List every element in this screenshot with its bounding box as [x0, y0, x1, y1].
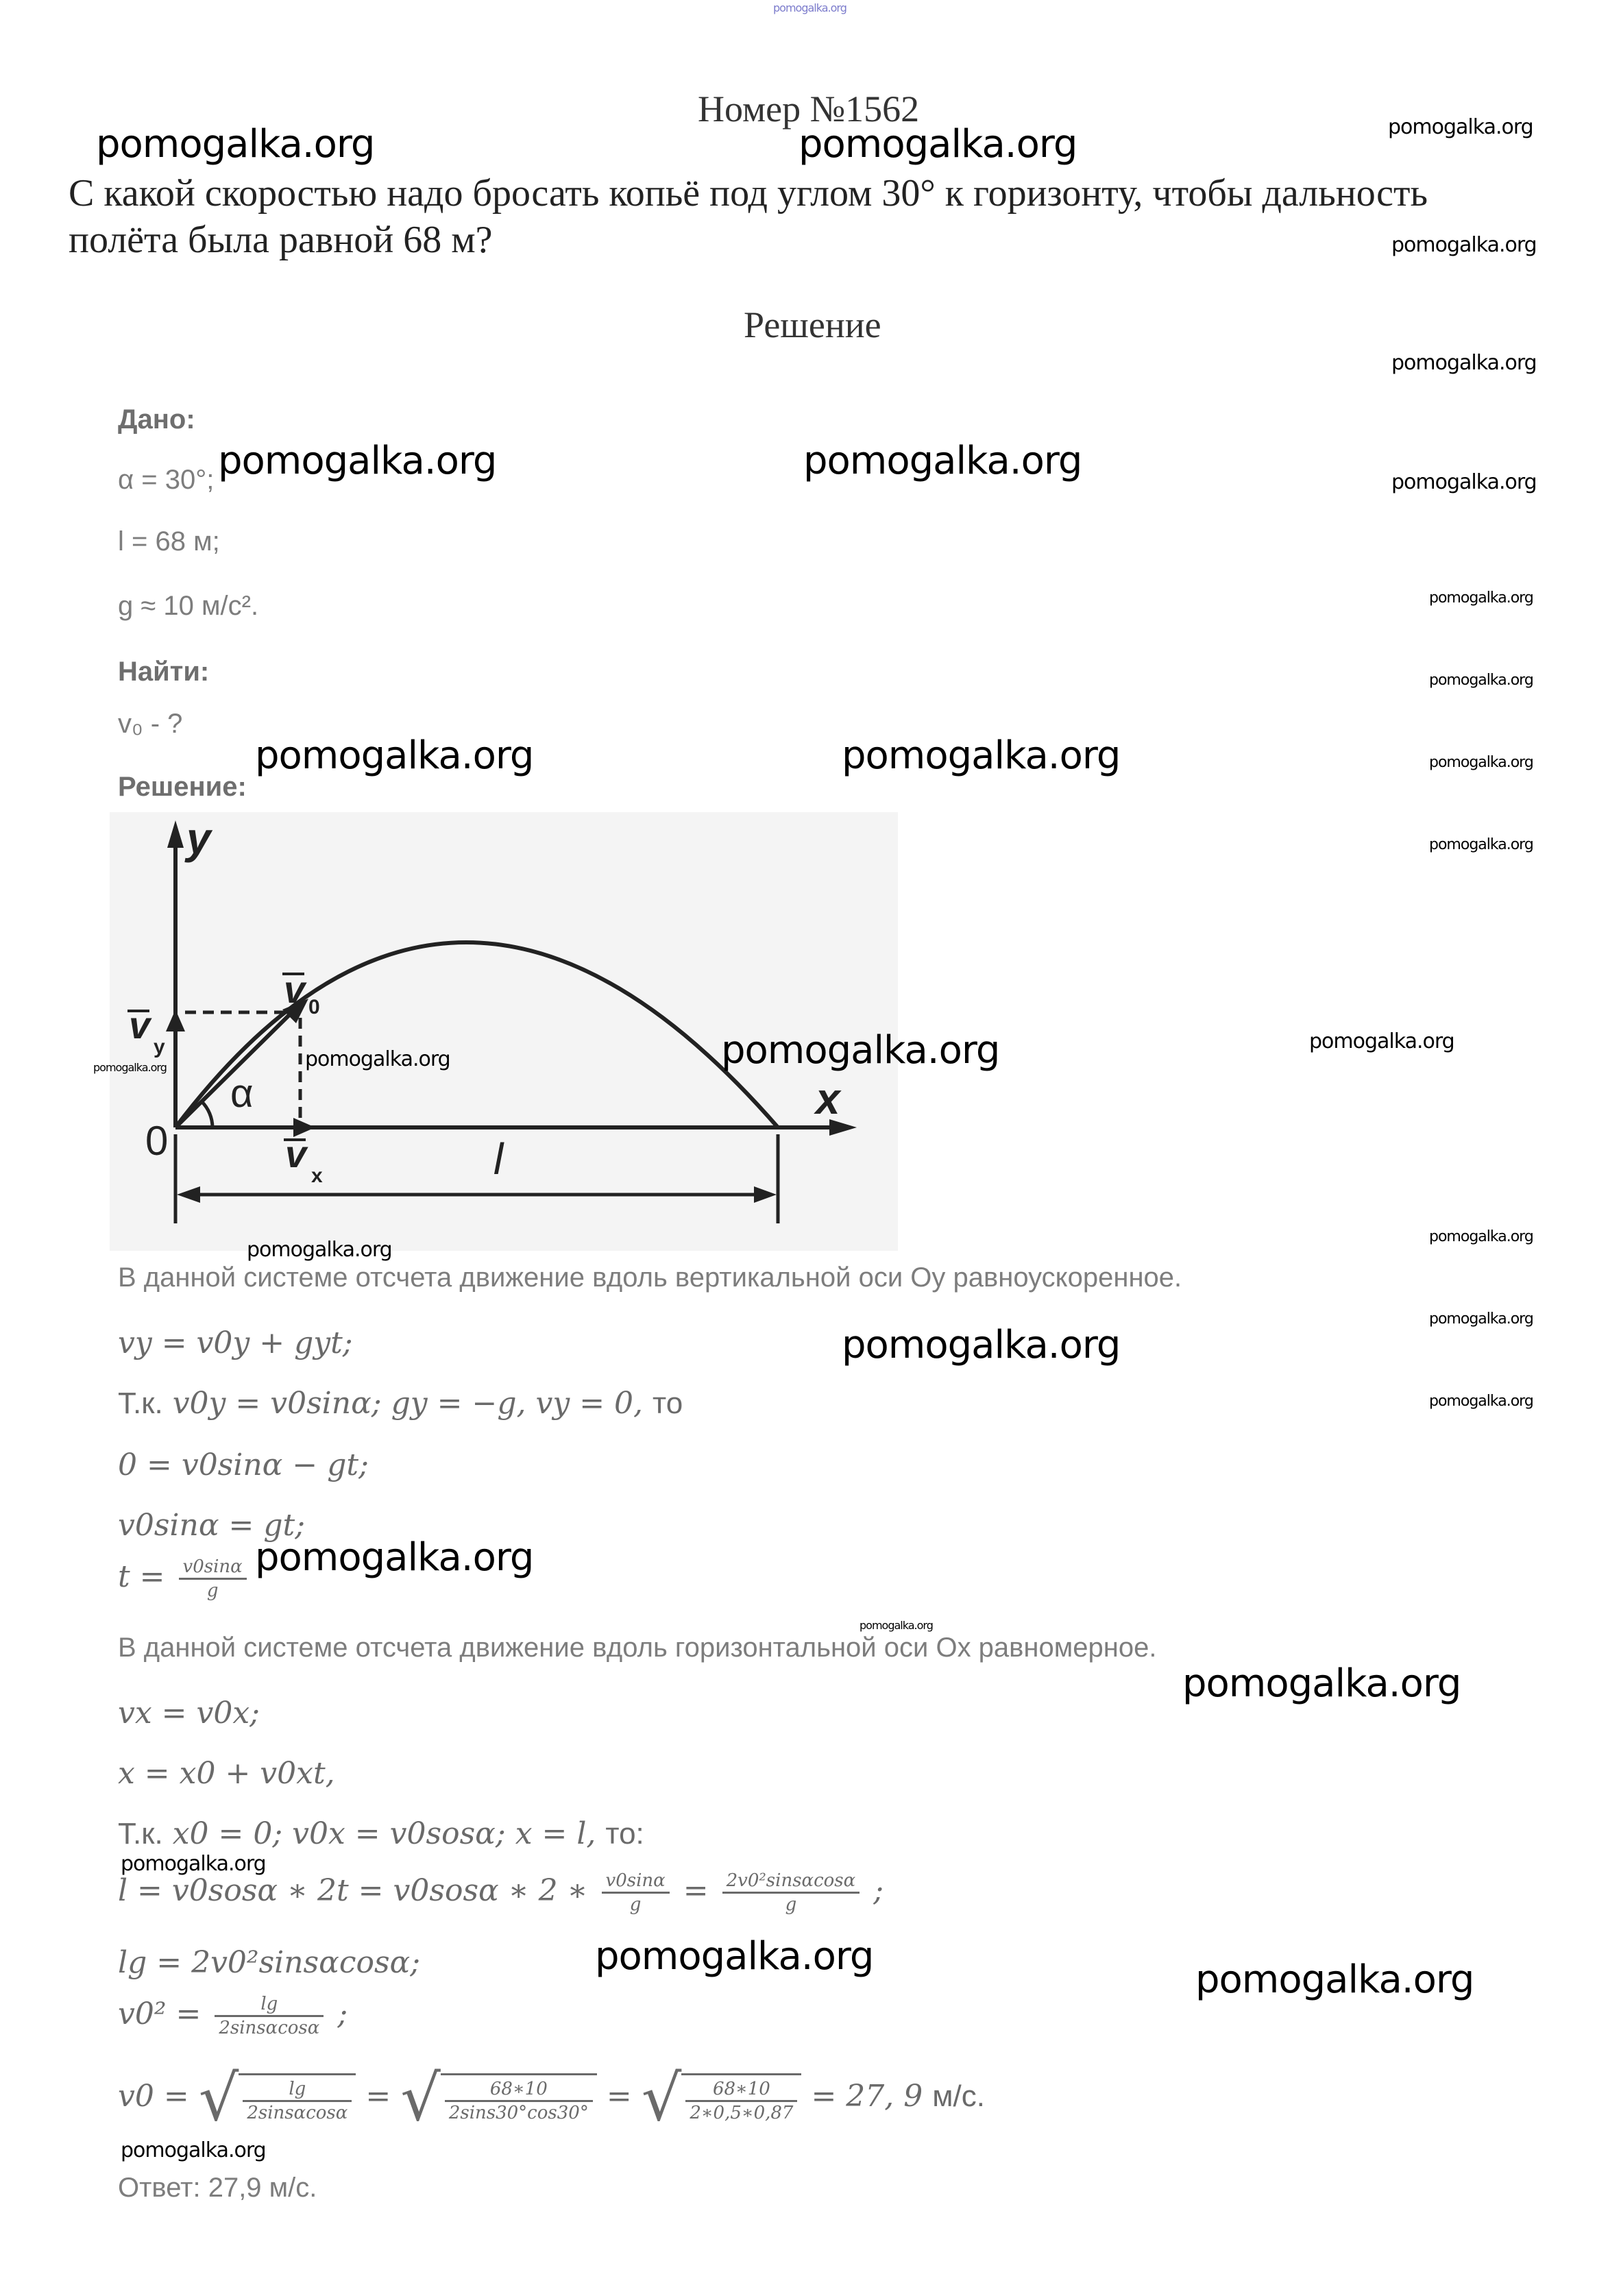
watermark[interactable]: pomogalka.org	[1429, 754, 1533, 771]
eq-v0sin: v0sinα = gt;	[118, 1508, 306, 1543]
eq-l-f2-num: 2v0²sinsαcosα	[722, 1870, 860, 1894]
watermark[interactable]: pomogalka.org	[1309, 1029, 1454, 1053]
eq-v0-r1-num: lg	[243, 2078, 352, 2102]
eq-v0sq-den: 2sinsαcosα	[219, 2018, 320, 2038]
find-label: Найти:	[118, 657, 210, 687]
eq-v0-r1-den: 2sinsαcosα	[247, 2102, 348, 2123]
eq-since-prefix: Т.к.	[118, 1387, 163, 1420]
problem-line-2: полёта была равной 68 м?	[69, 219, 493, 261]
eq-t-fraction	[179, 1556, 247, 1602]
eq-l-equals: =	[683, 1873, 709, 1908]
eq-since-suffix: то	[653, 1387, 683, 1420]
vy-label: v	[129, 1003, 151, 1047]
watermark[interactable]: pomogalka.org	[1429, 589, 1533, 607]
eq-v0-root-3: √ $\frac{68∗10}{2∗0,5∗0,87}$	[642, 2062, 802, 2135]
eq-v0sq-lhs: v0² =	[118, 1996, 202, 2031]
eq-v0-r2-num: 68∗10	[445, 2078, 593, 2102]
watermark[interactable]: pomogalka.org	[860, 1619, 933, 1632]
given-label: Дано:	[118, 404, 195, 435]
vertical-motion-text: В данной системе отсчета движение вдоль вертикальной оси Oy равноускоренное.	[118, 1262, 1182, 1293]
eq-vy: vy = v0y + gyt;	[118, 1326, 353, 1360]
eq-v0-root-3-fraction	[685, 2078, 797, 2124]
watermark[interactable]: pomogalka.org	[218, 439, 497, 483]
eq-vx: vx = v0x;	[118, 1696, 260, 1731]
watermark[interactable]: pomogalka.org	[1429, 836, 1533, 853]
page-title: Номер №1562	[698, 88, 920, 130]
eq-v0sq-end: ;	[337, 1996, 348, 2031]
watermark[interactable]: pomogalka.org	[247, 1238, 392, 1262]
eq-v0-result	[118, 2062, 985, 2135]
eq-v0sq-fraction	[215, 1993, 324, 2039]
eq-v0-root-2-fraction	[445, 2078, 593, 2124]
vx-label: v	[285, 1132, 307, 1175]
horizontal-motion-text: В данной системе отсчета движение вдоль горизонтальной оси Ox равномерное.	[118, 1633, 1157, 1663]
eq-l	[118, 1870, 883, 1916]
eq-v0-equals-2: =	[606, 2079, 632, 2114]
watermark[interactable]: pomogalka.org	[1391, 351, 1537, 375]
watermark[interactable]: pomogalka.org	[93, 1061, 167, 1074]
eq-l-fraction-1	[602, 1870, 670, 1916]
eq-l-f1-den: g	[629, 1894, 642, 1915]
watermark[interactable]: pomogalka.org	[1429, 1228, 1533, 1245]
watermark[interactable]: pomogalka.org	[121, 1852, 266, 1876]
watermark[interactable]: pomogalka.org	[255, 733, 534, 778]
eq-v0-lhs: v0 =	[118, 2079, 189, 2114]
eq-zero: 0 = v0sinα − gt;	[118, 1448, 369, 1482]
watermark[interactable]: pomogalka.org	[842, 733, 1121, 778]
watermark[interactable]: pomogalka.org	[255, 1535, 534, 1580]
given-length: l = 68 м;	[118, 526, 220, 557]
y-axis-label: y	[186, 814, 211, 863]
eq-since2-body: x0 = 0; v0x = v0sosα; x = l,	[172, 1816, 596, 1851]
watermark[interactable]: pomogalka.org	[305, 1047, 450, 1071]
watermark[interactable]: pomogalka.org	[595, 1934, 874, 1979]
eq-x: x = x0 + v0xt,	[118, 1756, 335, 1791]
eq-t-lhs: t =	[118, 1559, 165, 1594]
eq-l-start: l = v0sosα ∗ 2t = v0sosα ∗ 2 ∗	[118, 1873, 588, 1908]
eq-v0-r2-den: 2sins30°cos30°	[448, 2102, 589, 2123]
eq-v0-r3-den: 2∗0,5∗0,87	[690, 2102, 794, 2123]
problem-statement	[69, 170, 1576, 263]
watermark[interactable]: pomogalka.org	[1195, 1957, 1474, 2002]
given-alpha: α = 30°;	[118, 465, 215, 495]
eq-l-f1-num: v0sinα	[602, 1870, 670, 1894]
problem-line-1: С какой скоростью надо бросать копьё под углом 30° к горизонту, чтобы дальность	[69, 172, 1428, 215]
eq-since-body: v0y = v0sinα; gy = −g, vy = 0,	[172, 1386, 644, 1421]
alpha-label: α	[230, 1071, 254, 1116]
watermark[interactable]: pomogalka.org	[1429, 1310, 1533, 1328]
eq-v0-r3-num: 68∗10	[685, 2078, 797, 2102]
eq-l-end: ;	[873, 1873, 884, 1908]
eq-t-numerator: v0sinα	[179, 1556, 247, 1580]
vy-subscript: y	[154, 1036, 165, 1058]
eq-since2-prefix: Т.к.	[118, 1817, 163, 1851]
eq-v0-root-2: √ $\frac{68∗10}{2\sin s30^\circ\cos 30^\circ}$	[400, 2062, 597, 2135]
eq-lg: lg = 2v0²sinsαcosα;	[118, 1945, 421, 1980]
eq-t	[118, 1556, 251, 1602]
l-label: l	[493, 1134, 504, 1184]
eq-v0sq-num: lg	[215, 1993, 324, 2017]
watermark[interactable]: pomogalka.org	[1388, 115, 1533, 139]
watermark[interactable]: pomogalka.org	[721, 1028, 1000, 1073]
watermark[interactable]: pomogalka.org	[1429, 1393, 1533, 1410]
v0-label: v	[284, 968, 306, 1011]
solution-label: Решение:	[118, 772, 247, 802]
site-tag[interactable]: pomogalka.org	[773, 1, 846, 14]
eq-t-denominator: g	[206, 1580, 219, 1601]
watermark[interactable]: pomogalka.org	[1391, 233, 1537, 257]
watermark[interactable]: pomogalka.org	[799, 122, 1077, 167]
eq-since-horizontal	[118, 1816, 644, 1851]
eq-l-f2-den: g	[785, 1894, 797, 1915]
watermark[interactable]: pomogalka.org	[842, 1323, 1121, 1367]
watermark[interactable]: pomogalka.org	[1391, 470, 1537, 494]
eq-v0-root-1-fraction	[243, 2078, 352, 2124]
eq-since2-suffix: то:	[605, 1817, 644, 1851]
v0-subscript: 0	[308, 996, 320, 1018]
eq-v0-root-1: √ $\frac{\lg}{2\sin s\alpha\cos\alpha}$	[199, 2062, 356, 2135]
eq-v0-equals-1: =	[365, 2079, 391, 2114]
eq-l-fraction-2	[722, 1870, 860, 1916]
given-gravity: g ≈ 10 м/с².	[118, 591, 259, 621]
watermark[interactable]: pomogalka.org	[803, 439, 1082, 483]
watermark[interactable]: pomogalka.org	[96, 122, 375, 167]
watermark[interactable]: pomogalka.org	[121, 2138, 266, 2162]
vx-subscript: x	[311, 1164, 323, 1187]
find-value: v₀ - ?	[118, 709, 183, 739]
x-axis-label: x	[816, 1074, 840, 1123]
answer: Ответ: 27,9 м/с.	[118, 2173, 317, 2203]
eq-v0-unit: м/с.	[932, 2079, 985, 2113]
origin-label: 0	[145, 1118, 169, 1164]
watermark[interactable]: pomogalka.org	[1429, 672, 1533, 689]
eq-v0-value: = 27, 9	[811, 2079, 923, 2114]
eq-since-vertical	[118, 1386, 683, 1421]
eq-v0-squared	[118, 1993, 348, 2039]
watermark[interactable]: pomogalka.org	[1182, 1661, 1461, 1706]
solution-heading: Решение	[744, 304, 881, 345]
